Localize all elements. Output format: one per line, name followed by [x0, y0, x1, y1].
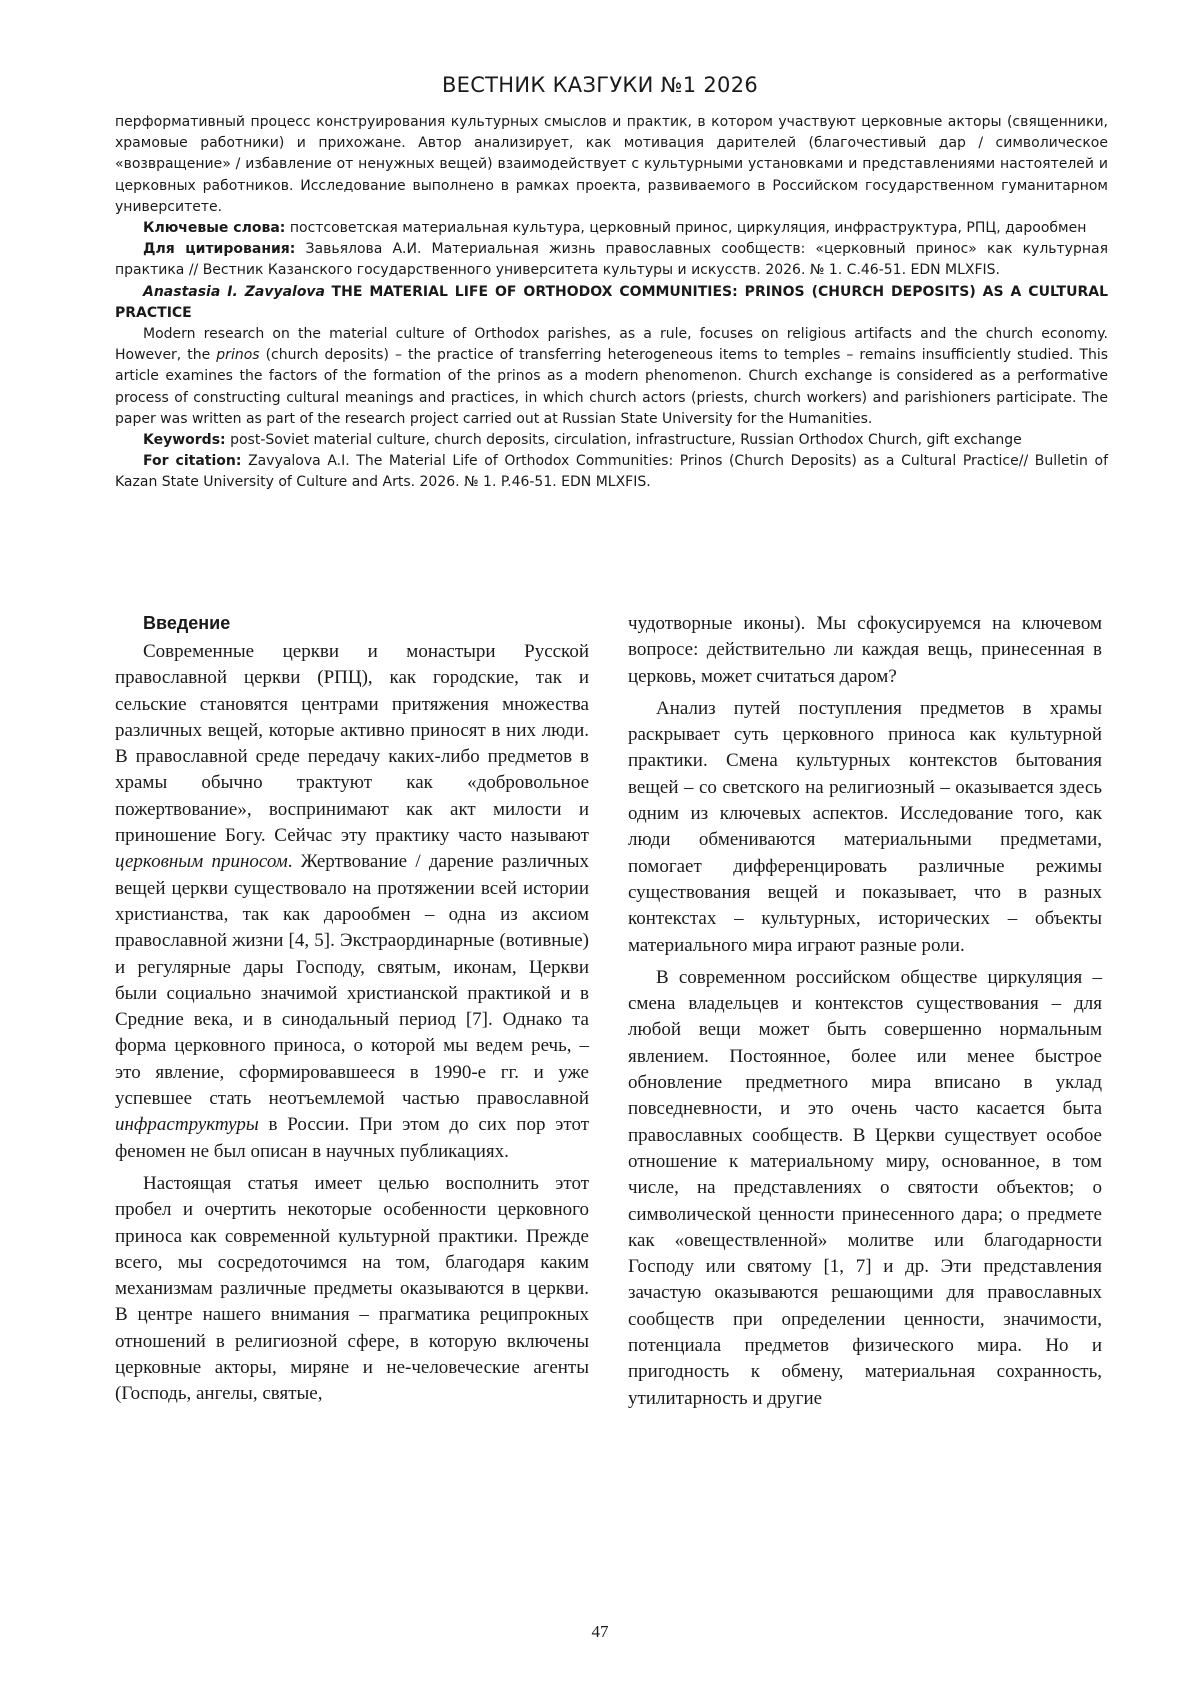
keywords-en-label: Keywords:	[143, 432, 226, 449]
p1-text-b: . Жертвование / дарение различных вещей церкви существовало на протяжении всей истории христианства, так как дарообмен – одна из аксиом православной жизни [4, 5]. Экстраординарные (вотивные) и регулярные дары Господу, святым, иконам, Церкви были социально значимой христианской практикой и в Средние века, и в синодальный период [7]. Однако та форма церковного приноса, о которой мы ведем речь, – это явление, сформировавшееся в 1990-е гг. и уже успевшее стать неотъемлемой частью православной	[115, 851, 589, 1110]
body-column-left	[115, 611, 589, 1408]
keywords-en-text: post-Soviet material culture, church deposits, circulation, infrastructure, Russian Orthodox Church, gift exchange	[230, 432, 1022, 449]
english-author: Anastasia I. Zavyalova	[143, 283, 326, 300]
citation-en-label: For citation:	[143, 453, 242, 470]
running-header: ВЕСТНИК КАЗГУКИ №1 2026	[441, 73, 759, 97]
abstract-ru-tail: перформативный процесс конструирования культурных смыслов и практик, в котором участвуют церковные акторы (священники, храмовые работники) и прихожане. Автор анализирует, как мотивация дарителей (благочестивый дар / символическое «возвращение» / избавление от ненужных вещей) взаимодействует с культурными установками и представлениями настоятелей и церковных работников. Исследование выполнено в рамках проекта, развиваемого в Российском государственном гуманитарном университете.	[115, 114, 1108, 215]
body-paragraph-3: Анализ путей поступления предметов в храмы раскрывает суть церковного приноса как культурной практики. Смена культурных контекстов бытования вещей – со светского на религиозный – оказывается здесь одним из ключевых аспектов. Исследование того, как люди обмениваются материальными предметами, помогает дифференцировать различные режимы существования вещей и показывает, что в разных контекстах – культурных, исторических – объекты материального мира играют разные роли.	[628, 697, 1102, 956]
abstract-en	[115, 324, 1108, 430]
keywords-ru	[115, 218, 1108, 239]
english-title	[115, 282, 1108, 324]
body-paragraph-2: Настоящая статья имеет целью восполнить этот пробел и очертить некоторые особенности церковного приноса как современной культурной практики. Прежде всего, мы сосредоточимся на том, благодаря каким механизмам различные предметы оказываются в церкви. В центре нашего внимания – прагматика реципрокных отношений в религиозной сфере, в которую включены церковные акторы, миряне и не-человеческие агенты (Господь, ангелы, святые,	[115, 1172, 589, 1405]
abstract-en-text-1: Modern research on the material culture of Orthodox parishes, as a rule, focuses on religious artifacts and the church economy. However, the	[115, 326, 1108, 364]
p1-italic-term-2: инфраструктуры	[115, 1114, 259, 1136]
citation-en	[115, 451, 1108, 493]
keywords-ru-text: постсоветская материальная культура, церковный принос, циркуляция, инфраструктура, РПЦ, дарообмен	[289, 220, 1087, 237]
citation-ru-label: Для цитирования:	[143, 241, 296, 258]
abstract-en-text-2: (church deposits) – the practice of transferring heterogeneous items to temples – remains insufficiently studied. This article examines the factors of the formation of the prinos as a modern phenomenon. Church exchange is considered as a performative process of constructing cultural meanings and practices, in which church actors (priests, church workers) and parishioners participate. The paper was written as part of the research project carried out at Russian State University for the Humanities.	[115, 347, 1109, 427]
section-title: Введение	[143, 613, 231, 633]
body-paragraph-2-continued: чудотворные иконы). Мы сфокусируемся на ключевом вопросе: действительно ли каждая вещь, принесенная в церковь, может считаться даром?	[628, 613, 1102, 687]
citation-ru	[115, 239, 1108, 281]
body-column-right	[628, 611, 1102, 1412]
p1-text-a: Современные церкви и монастыри Русской православной церкви (РПЦ), как городские, так и сельские становятся центрами притяжения множества различных вещей, которые активно приносят в них люди. В православной среде передачу каких-либо предметов в храмы обычно трактуют как «добровольное пожертвование», воспринимают как акт милости и приношение Богу. Сейчас эту практику часто называют	[115, 641, 589, 847]
citation-en-text: Zavyalova A.I. The Material Life of Orthodox Communities: Prinos (Church Deposits) as a Cultural Practice// Bulletin of Kazan State University of Culture and Arts. 2026. № 1. P.46-51. EDN MLXFIS.	[115, 453, 1108, 491]
p1-italic-term: церковным приносом	[115, 851, 288, 873]
citation-ru-text: Завьялова А.И. Материальная жизнь православных сообществ: «церковный принос» как культурная практика // Вестник Казанского государственного университета культуры и искусств. 2026. № 1. С.46-51. EDN MLXFIS.	[115, 241, 1108, 279]
abstract-block	[115, 112, 1108, 494]
body-paragraph-1	[115, 639, 589, 1165]
p1-text-c: в России. При этом до сих пор этот феномен не был описан в научных публикациях.	[115, 1114, 589, 1162]
page-number: 47	[591, 1622, 609, 1641]
abstract-en-italic: prinos	[216, 347, 260, 364]
body-paragraph-4: В современном российском обществе циркуляция – смена владельцев и контекстов существования – для любой вещи может быть совершенно нормальным явлением. Постоянное, более или менее быстрое обновление предметного мира вписано в уклад повседневности, и это очень часто касается быта православных сообществ. В Церкви существует особое отношение к материальному миру, основанное, в том числе, на представлениях о святости объектов; о символической ценности принесенного дара; о предмете как «овеществленной» молитве или благодарности Господу или святому [1, 7] и др. Эти представления зачастую оказываются решающими для православных сообществ при определении ценности, значимости, потенциала предметов физического мира. Но и пригодность к обмену, материальная сохранность, утилитарность и другие	[628, 966, 1102, 1409]
keywords-ru-label: Ключевые слова:	[143, 220, 286, 237]
english-title-text: THE MATERIAL LIFE OF ORTHODOX COMMUNITIES: PRINOS (CHURCH DEPOSITS) AS A CULTURAL PRACTICE	[115, 283, 1109, 321]
keywords-en	[115, 430, 1108, 451]
